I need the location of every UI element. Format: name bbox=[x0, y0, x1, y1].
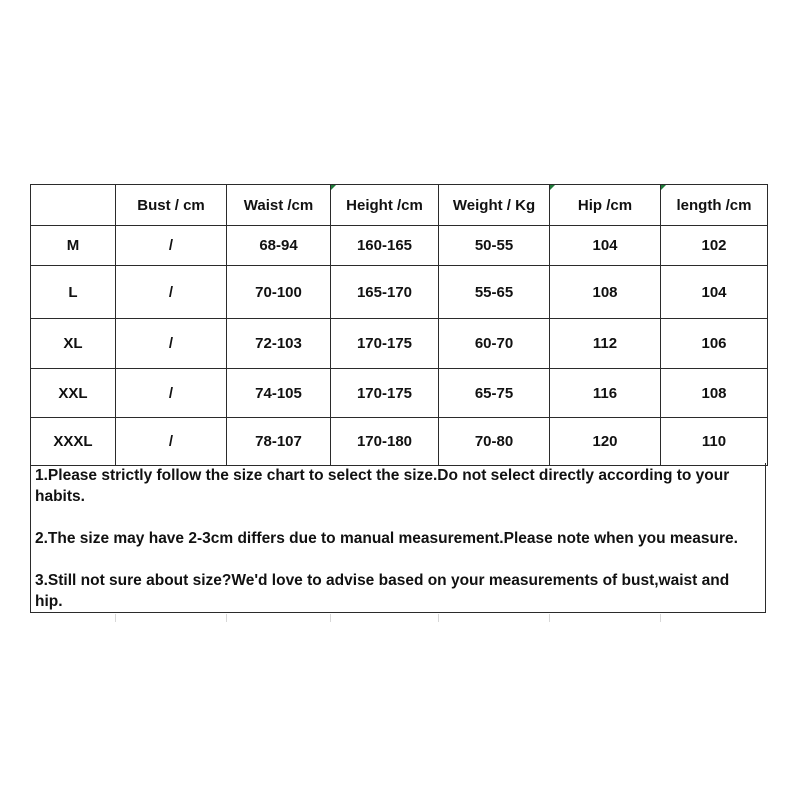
gridline bbox=[438, 614, 439, 622]
header-height: Height /cm bbox=[331, 185, 439, 226]
weight-cell: 55-65 bbox=[439, 266, 550, 319]
bust-cell: / bbox=[116, 319, 227, 369]
size-cell: L bbox=[31, 266, 116, 319]
length-cell: 106 bbox=[661, 319, 768, 369]
waist-cell: 72-103 bbox=[227, 319, 331, 369]
header-length: length /cm bbox=[661, 185, 768, 226]
hip-cell: 104 bbox=[550, 226, 661, 266]
size-cell: XXXL bbox=[31, 418, 116, 466]
hip-cell: 120 bbox=[550, 418, 661, 466]
size-notes bbox=[30, 463, 766, 613]
height-cell: 170-175 bbox=[331, 319, 439, 369]
size-cell: XL bbox=[31, 319, 116, 369]
bust-cell: / bbox=[116, 226, 227, 266]
bust-cell: / bbox=[116, 266, 227, 319]
bust-cell: / bbox=[116, 418, 227, 466]
weight-cell: 50-55 bbox=[439, 226, 550, 266]
length-cell: 102 bbox=[661, 226, 768, 266]
hip-cell: 112 bbox=[550, 319, 661, 369]
header-row bbox=[31, 185, 768, 226]
length-cell: 110 bbox=[661, 418, 768, 466]
gridline bbox=[660, 614, 661, 622]
note-3: 3.Still not sure about size?We'd love to advise based on your measurements of bust,waist and hip. bbox=[35, 572, 730, 610]
waist-cell: 68-94 bbox=[227, 226, 331, 266]
height-cell: 160-165 bbox=[331, 226, 439, 266]
size-chart-table bbox=[30, 184, 768, 466]
table-row bbox=[31, 319, 768, 369]
weight-cell: 65-75 bbox=[439, 369, 550, 418]
hip-cell: 116 bbox=[550, 369, 661, 418]
table-row bbox=[31, 266, 768, 319]
length-cell: 104 bbox=[661, 266, 768, 319]
table-row bbox=[31, 418, 768, 466]
header-hip: Hip /cm bbox=[550, 185, 661, 226]
note-1: 1.Please strictly follow the size chart to select the size.Do not select directly according to your habits. bbox=[35, 467, 730, 505]
weight-cell: 60-70 bbox=[439, 319, 550, 369]
header-waist: Waist /cm bbox=[227, 185, 331, 226]
header-bust: Bust / cm bbox=[116, 185, 227, 226]
height-cell: 170-175 bbox=[331, 369, 439, 418]
bust-cell: / bbox=[116, 369, 227, 418]
size-cell: XXL bbox=[31, 369, 116, 418]
length-cell: 108 bbox=[661, 369, 768, 418]
waist-cell: 74-105 bbox=[227, 369, 331, 418]
header-size bbox=[31, 185, 116, 226]
waist-cell: 70-100 bbox=[227, 266, 331, 319]
waist-cell: 78-107 bbox=[227, 418, 331, 466]
gridline bbox=[226, 614, 227, 622]
table-row bbox=[31, 369, 768, 418]
header-weight: Weight / Kg bbox=[439, 185, 550, 226]
height-cell: 165-170 bbox=[331, 266, 439, 319]
weight-cell: 70-80 bbox=[439, 418, 550, 466]
gridline bbox=[115, 614, 116, 622]
table-row bbox=[31, 226, 768, 266]
hip-cell: 108 bbox=[550, 266, 661, 319]
gridline bbox=[330, 614, 331, 622]
note-2: 2.The size may have 2-3cm differs due to manual measurement.Please note when you measure. bbox=[35, 530, 738, 547]
height-cell: 170-180 bbox=[331, 418, 439, 466]
gridline bbox=[549, 614, 550, 622]
size-cell: M bbox=[31, 226, 116, 266]
